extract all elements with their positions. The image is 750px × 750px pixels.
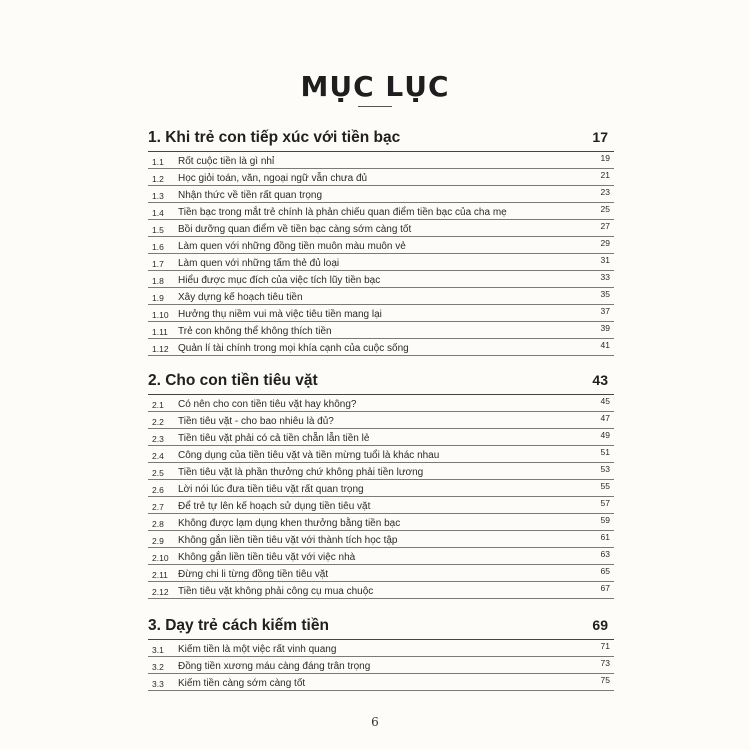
- item-number: 3.3: [152, 679, 164, 689]
- toc-item: [148, 463, 614, 480]
- toc-item: [148, 305, 614, 322]
- item-title: Kiếm tiền càng sớm càng tốt: [178, 678, 306, 689]
- toc-item: [148, 254, 614, 271]
- section-heading-row: [148, 129, 614, 152]
- item-title: Học giỏi toán, văn, ngoại ngữ vẫn chưa đủ: [178, 173, 368, 184]
- item-page: 61: [600, 532, 610, 542]
- item-title: Không được lạm dụng khen thưởng bằng tiền bạc: [178, 518, 401, 529]
- item-page: 23: [600, 187, 610, 197]
- toc-item: [148, 395, 614, 412]
- item-title: Để trẻ tự lên kế hoạch sử dụng tiền tiêu vặt: [178, 501, 371, 512]
- item-page: 39: [600, 323, 610, 333]
- section-items: [148, 152, 614, 356]
- item-page: 41: [600, 340, 610, 350]
- item-page: 35: [600, 289, 610, 299]
- item-title: Trẻ con không thể không thích tiền: [178, 326, 332, 337]
- toc-section-1: [148, 129, 614, 356]
- item-page: 21: [600, 170, 610, 180]
- section-heading: 2. Cho con tiền tiêu vặt: [148, 372, 318, 389]
- item-number: 1.10: [152, 310, 169, 320]
- item-title: Bồi dưỡng quan điểm về tiền bạc càng sớm càng tốt: [178, 224, 412, 235]
- item-number: 3.2: [152, 662, 164, 672]
- item-number: 2.9: [152, 536, 164, 546]
- item-number: 2.10: [152, 553, 169, 563]
- section-items: [148, 395, 614, 599]
- item-title: Tiền tiêu vặt không phải công cụ mua chuộc: [178, 586, 374, 597]
- item-title: Hưởng thụ niềm vui mà việc tiêu tiền mang lại: [178, 309, 382, 320]
- toc-section-2: [148, 372, 614, 599]
- item-page: 31: [600, 255, 610, 265]
- toc-item: [148, 322, 614, 339]
- item-page: 71: [600, 641, 610, 651]
- item-page: 67: [600, 583, 610, 593]
- item-page: 27: [600, 221, 610, 231]
- item-title: Kiếm tiền là một việc rất vinh quang: [178, 644, 337, 655]
- item-number: 3.1: [152, 645, 164, 655]
- item-number: 1.9: [152, 293, 164, 303]
- item-page: 57: [600, 498, 610, 508]
- item-number: 1.12: [152, 344, 169, 354]
- item-page: 25: [600, 204, 610, 214]
- item-page: 49: [600, 430, 610, 440]
- item-number: 2.2: [152, 417, 164, 427]
- toc-item: [148, 220, 614, 237]
- item-title: Có nên cho con tiền tiêu vặt hay không?: [178, 399, 357, 410]
- toc-section-3: [148, 617, 614, 691]
- item-number: 1.2: [152, 174, 164, 184]
- page-title: MỤC LỤC: [300, 70, 450, 103]
- toc-item: [148, 497, 614, 514]
- item-number: 2.8: [152, 519, 164, 529]
- item-title: Rốt cuộc tiền là gì nhỉ: [178, 156, 275, 167]
- item-number: 1.5: [152, 225, 164, 235]
- toc-item: [148, 446, 614, 463]
- item-page: 51: [600, 447, 610, 457]
- item-title: Không gắn liền tiền tiêu vặt với thành tích học tập: [178, 535, 398, 546]
- item-title: Tiền tiêu vặt - cho bao nhiêu là đủ?: [178, 416, 334, 427]
- item-page: 33: [600, 272, 610, 282]
- item-title: Nhận thức về tiền rất quan trọng: [178, 190, 323, 201]
- item-page: 63: [600, 549, 610, 559]
- toc-item: [148, 565, 614, 582]
- item-title: Tiền bạc trong mắt trẻ chính là phản chiếu quan điểm tiền bạc của cha mẹ: [178, 207, 507, 218]
- item-number: 1.7: [152, 259, 164, 269]
- item-title: Không gắn liền tiền tiêu vặt với việc nhà: [178, 552, 356, 563]
- item-page: 59: [600, 515, 610, 525]
- toc-item: [148, 237, 614, 254]
- toc-item: [148, 480, 614, 497]
- toc-item: [148, 288, 614, 305]
- toc-item: [148, 640, 614, 657]
- toc-item: [148, 531, 614, 548]
- item-page: 47: [600, 413, 610, 423]
- item-number: 2.12: [152, 587, 169, 597]
- item-number: 1.8: [152, 276, 164, 286]
- item-title: Đồng tiền xương máu càng đáng trân trọng: [178, 661, 371, 672]
- item-page: 73: [600, 658, 610, 668]
- item-number: 1.1: [152, 157, 164, 167]
- section-page-number: 69: [592, 617, 608, 633]
- item-title: Tiền tiêu vặt là phần thưởng chứ không phải tiền lương: [178, 467, 424, 478]
- item-page: 37: [600, 306, 610, 316]
- item-page: 75: [600, 675, 610, 685]
- toc-item: [148, 271, 614, 288]
- toc-item: [148, 152, 614, 169]
- toc-item: [148, 169, 614, 186]
- item-title: Làm quen với những tấm thẻ đủ loại: [178, 258, 340, 269]
- item-number: 2.6: [152, 485, 164, 495]
- item-number: 2.11: [152, 570, 168, 580]
- toc-item: [148, 514, 614, 531]
- item-page: 53: [600, 464, 610, 474]
- item-page: 45: [600, 396, 610, 406]
- toc-item: [148, 548, 614, 565]
- item-number: 2.3: [152, 434, 164, 444]
- item-number: 2.5: [152, 468, 164, 478]
- toc-item: [148, 339, 614, 356]
- page-number: 6: [371, 715, 379, 729]
- item-page: 55: [600, 481, 610, 491]
- toc-item: [148, 429, 614, 446]
- item-number: 2.1: [152, 400, 164, 410]
- item-title: Lời nói lúc đưa tiền tiêu vặt rất quan trọng: [178, 484, 364, 495]
- section-page-number: 17: [592, 129, 608, 145]
- item-number: 1.3: [152, 191, 164, 201]
- item-title: Hiểu được mục đích của việc tích lũy tiền bạc: [178, 275, 381, 286]
- toc-item: [148, 674, 614, 691]
- item-number: 2.7: [152, 502, 164, 512]
- item-page: 29: [600, 238, 610, 248]
- item-number: 1.11: [152, 327, 168, 337]
- toc-item: [148, 203, 614, 220]
- item-title: Tiền tiêu vặt phải có cả tiền chẵn lẫn tiền lẻ: [178, 433, 370, 444]
- item-title: Làm quen với những đồng tiền muôn màu muôn vẻ: [178, 241, 406, 252]
- item-title: Quản lí tài chính trong mọi khía cạnh của cuộc sống: [178, 343, 409, 354]
- section-items: [148, 640, 614, 691]
- title-underline: [358, 106, 392, 107]
- section-heading: 1. Khi trẻ con tiếp xúc với tiền bạc: [148, 129, 401, 146]
- item-number: 1.4: [152, 208, 164, 218]
- item-title: Đừng chi li từng đồng tiền tiêu vặt: [178, 569, 329, 580]
- item-title: Xây dựng kế hoạch tiêu tiền: [178, 292, 303, 303]
- toc-item: [148, 412, 614, 429]
- item-title: Công dụng của tiền tiêu vặt và tiền mừng tuổi là khác nhau: [178, 450, 440, 461]
- item-page: 19: [600, 153, 610, 163]
- toc-item: [148, 582, 614, 599]
- section-heading: 3. Dạy trẻ cách kiếm tiền: [148, 617, 329, 634]
- item-number: 2.4: [152, 451, 164, 461]
- toc-item: [148, 186, 614, 203]
- toc-item: [148, 657, 614, 674]
- item-page: 65: [600, 566, 610, 576]
- section-heading-row: [148, 617, 614, 640]
- section-heading-row: [148, 372, 614, 395]
- section-page-number: 43: [592, 372, 608, 388]
- item-number: 1.6: [152, 242, 164, 252]
